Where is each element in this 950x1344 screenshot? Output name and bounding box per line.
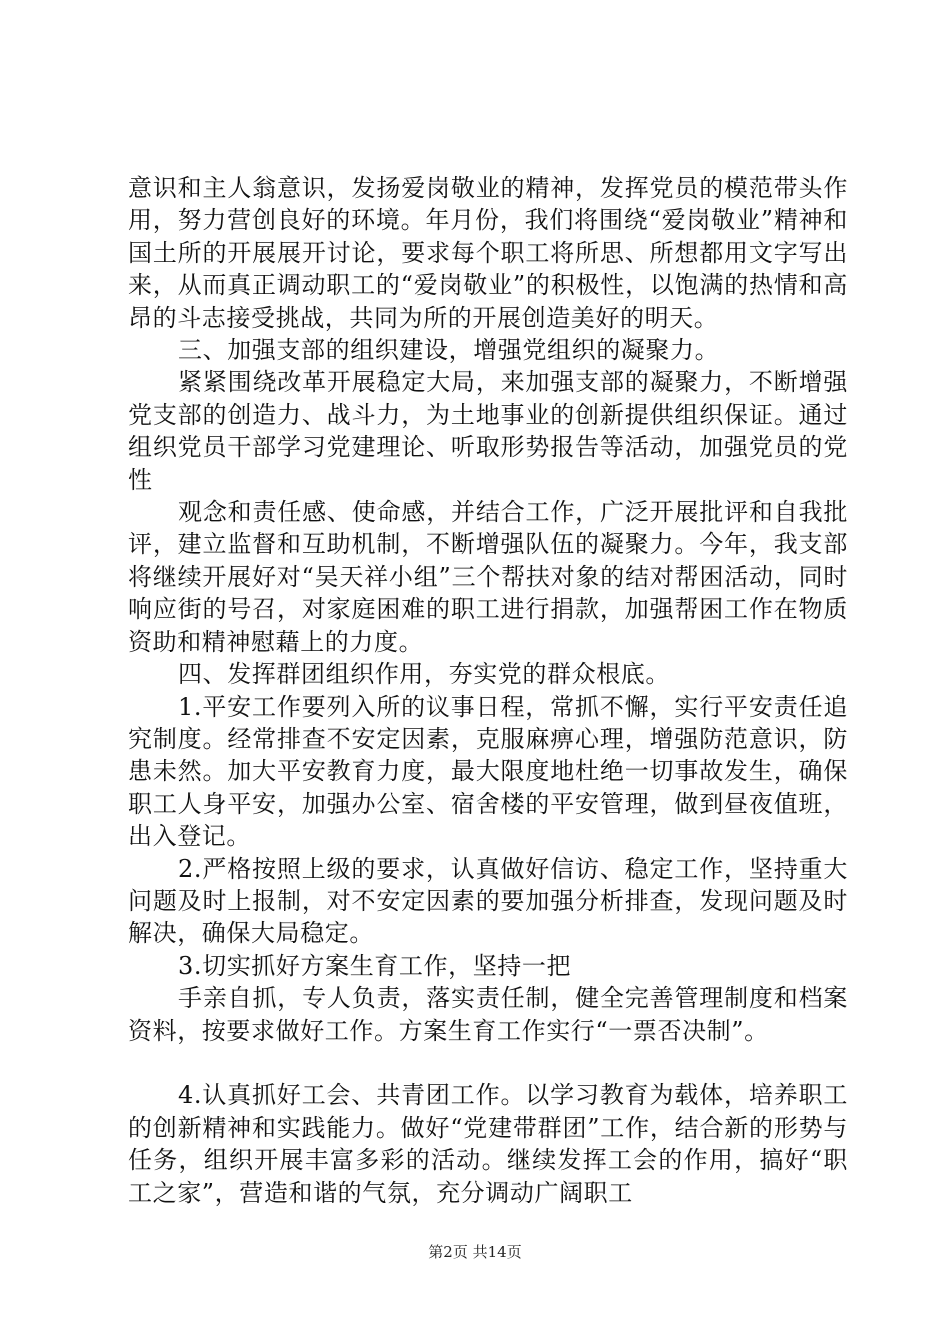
- item-2: 2.严格按照上级的要求，认真做好信访、稳定工作，坚持重大问题及时上报制，对不安定因素的要加强分析排查，发现问题及时解决，确保大局稳定。: [128, 854, 848, 948]
- blank-line: [128, 1047, 848, 1079]
- item-1: 1.平安工作要列入所的议事日程，常抓不懈，实行平安责任追究制度。经常排查不安定因素，克服麻痹心理，增强防范意识，防患未然。加大平安教育力度，最大限度地杜绝一切事故发生，确保职工人身平安，加强办公室、宿舍楼的平安管理，做到昼夜值班，出入登记。: [128, 692, 848, 851]
- section-heading-3: 三、加强支部的组织建设，增强党组织的凝聚力。: [178, 336, 720, 365]
- item-3: 3.切实抓好方案生育工作，坚持一把: [178, 951, 572, 980]
- item-4: 4.认真抓好工会、共青团工作。以学习教育为载体，培养职工的创新精神和实践能力。做好“党建带群团”工作，结合新的形势与任务，组织开展丰富多彩的活动。继续发挥工会的作用，搞好“职工之家”，营造和谐的气氛，充分调动广阔职工: [128, 1081, 848, 1207]
- document-body: [128, 172, 848, 1209]
- page-number-footer: 第2页 共14页: [428, 1243, 522, 1261]
- item-3-continued: 手亲自抓，专人负责，落实责任制，健全完善管理制度和档案资料，按要求做好工作。方案生育工作实行“一票否决制”。: [128, 984, 848, 1045]
- section-heading-4: 四、发挥群团组织作用，夯实党的群众根底。: [178, 660, 670, 689]
- paragraph-2: 紧紧围绕改革开展稳定大局，来加强支部的凝聚力，不断增强党支部的创造力、战斗力，为土地事业的创新提供组织保证。通过组织党员干部学习党建理论、听取形势报告等活动，加强党员的党性: [128, 368, 848, 494]
- paragraph-3: 观念和责任感、使命感，并结合工作，广泛开展批评和自我批评，建立监督和互助机制，不断增强队伍的凝聚力。今年，我支部将继续开展好对“吴天祥小组”三个帮扶对象的结对帮困活动，同时响应街的号召，对家庭困难的职工进行捐款，加强帮困工作在物质资助和精神慰藉上的力度。: [128, 498, 848, 656]
- paragraph-1: 意识和主人翁意识，发扬爱岗敬业的精神，发挥党员的模范带头作用，努力营创良好的环境。年月份，我们将围绕“爱岗敬业”精神和国土所的开展展开讨论，要求每个职工将所思、所想都用文字写出来，从而真正调动职工的“爱岗敬业”的积极性，以饱满的热情和高昂的斗志接受挑战，共同为所的开展创造美好的明天。: [128, 174, 848, 332]
